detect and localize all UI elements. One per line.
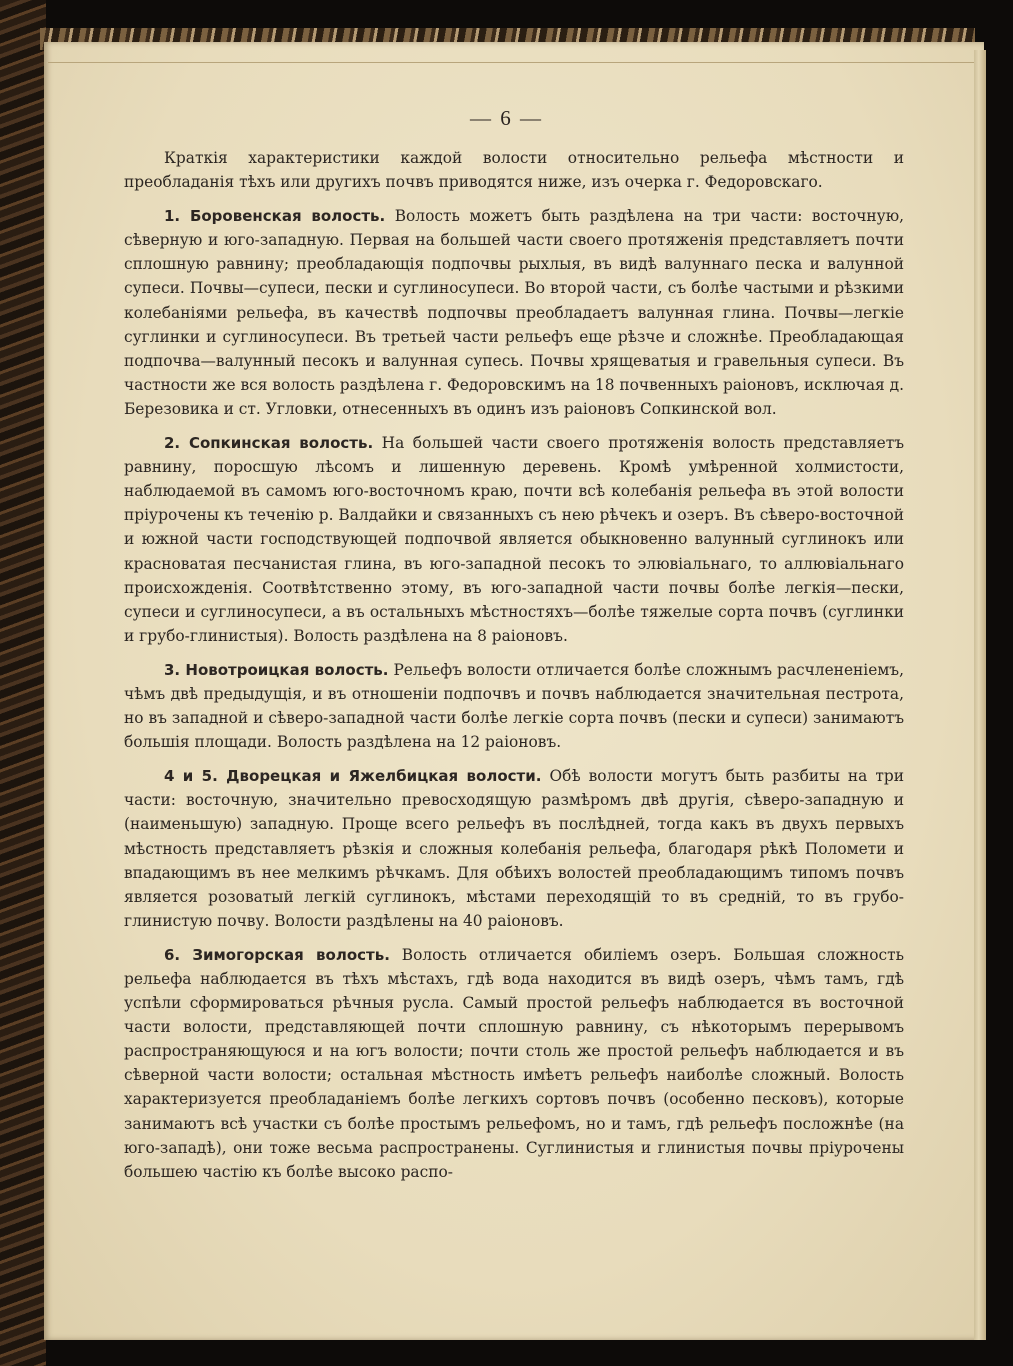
section-heading: 3. Новотроицкая волость.: [164, 660, 389, 679]
page-top-rule: [48, 62, 974, 63]
paragraph-dvoretskaya-yazhelbitskaya: 4 и 5. Дворецкая и Яжелбицкая волости. Обѣ волости могутъ быть разбиты на три части: восточную, значительно превосходящую размѣромъ двѣ другія, сѣверо-западную и (наименьшую) западную. Проще всего рельефъ въ послѣдней, тогда какъ въ двухъ первыхъ мѣстность представляетъ рѣзкія и сложныя колебанія рельефа, благодаря рѣкѣ Поломети и впадающимъ въ нее мелкимъ рѣчкамъ. Для обѣихъ волостей преобладающимъ типомъ почвъ является розоватый легкій суглинокъ, мѣстами переходящій то въ средній, то въ грубо-глинистую почву. Волости раздѣлены на 40 раіоновъ.: [124, 767, 904, 930]
paragraph-intro: Краткія характеристики каждой волости относительно рельефа мѣстности и преобладанія тѣхъ или другихъ почвъ приводятся ниже, изъ очерка г. Федоровскаго.: [124, 149, 904, 192]
book-cover-edge: [0, 0, 46, 1366]
section-heading: 4 и 5. Дворецкая и Яжелбицкая волости.: [164, 767, 542, 786]
page-fold-edge: [974, 50, 986, 1340]
page-number: — 6 —: [470, 106, 543, 130]
paragraph-borovenskaya: 1. Боровенская волость. Волость можетъ быть раздѣлена на три части: восточную, сѣверную и юго-западную. Первая на большей части своего протяженія представляетъ почти сплошную равнину; преобладающія подпочвы рыхлыя, въ видѣ валуннаго песка и валунной супеси. Почвы—супеси, пески и суглиносупеси. Во второй части, съ болѣе частыми и рѣзкими колебаніями рельефа, въ качествѣ подпочвы преобладаетъ валунная глина. Почвы—легкіе суглинки и суглиносупеси. Въ третьей части рельефъ еще рѣзче и сложнѣе. Преобладающая подпочва—валунный песокъ и валунная супесь. Почвы хрящеватыя и гравельныя супеси. Въ частности же вся волость раздѣлена г. Федоровскимъ на 18 почвенныхъ раіоновъ, исключая д. Березовика и ст. Угловки, отнесенныхъ въ одинъ изъ раіоновъ Сопкинской вол.: [124, 207, 904, 418]
section-heading: 6. Зимогорская волость.: [164, 945, 390, 964]
section-heading: 1. Боровенская волость.: [164, 207, 386, 226]
page-body: [124, 146, 904, 1194]
paragraph-zimogorskaya: 6. Зимогорская волость. Волость отличается обиліемъ озеръ. Большая сложность рельефа наблюдается въ тѣхъ мѣстахъ, гдѣ вода находится въ видѣ озеръ, чѣмъ тамъ, гдѣ успѣли сформироваться рѣчныя русла. Самый простой рельефъ наблюдается въ восточной части волости, представляющей почти сплошную равнину, съ нѣкоторымъ перерывомъ распространяющуюся и на югъ волости; почти столь же простой рельефъ наблюдается и въ сѣверной части волости; остальная мѣстность имѣетъ рельефъ наиболѣе сложный. Волость характеризуется преобладаніемъ болѣе легкихъ сортовъ почвъ (особенно песковъ), которые занимаютъ всѣ участки съ болѣе простымъ рельефомъ, но и тамъ, гдѣ рельефъ посложнѣе (на юго-западѣ), они тоже весьма распространены. Суглинистыя и глинистыя почвы пріурочены большею частію къ болѣе высоко распо-: [124, 945, 904, 1181]
section-heading: 2. Сопкинская волость.: [164, 434, 374, 453]
paragraph-novotroitskaya: 3. Новотроицкая волость. Рельефъ волости отличается болѣе сложнымъ расчлененіемъ, чѣмъ двѣ предыдущія, и въ отношеніи подпочвъ и почвъ наблюдается значительная пестрота, но въ западной и сѣверо-западной части болѣе легкіе сорта почвъ (пески и супеси) занимаютъ большія площади. Волость раздѣлена на 12 раіоновъ.: [124, 660, 904, 752]
paragraph-sopkinskaya: 2. Сопкинская волость. На большей части своего протяженія волость представляетъ равнину, поросшую лѣсомъ и лишенную деревень. Кромѣ умѣренной холмистости, наблюдаемой въ самомъ юго-восточномъ краю, почти всѣ колебанія рельефа въ этой волости пріурочены къ теченію р. Валдайки и связанныхъ съ нею рѣчекъ и озеръ. Въ сѣверо-восточной и южной части господствующей подпочвой является обыкновенно валунный суглинокъ или красноватая песчанистая глина, въ юго-западной песокъ то элювіальнаго, то аллювіальнаго происхожденія. Соотвѣтственно этому, въ юго-западной части почвы болѣе легкія—пески, супеси и суглиносупеси, а въ остальныхъ мѣстностяхъ—болѣе тяжелые сорта почвъ (суглинки и грубо-глинистыя). Волость раздѣлена на 8 раіоновъ.: [124, 434, 905, 645]
